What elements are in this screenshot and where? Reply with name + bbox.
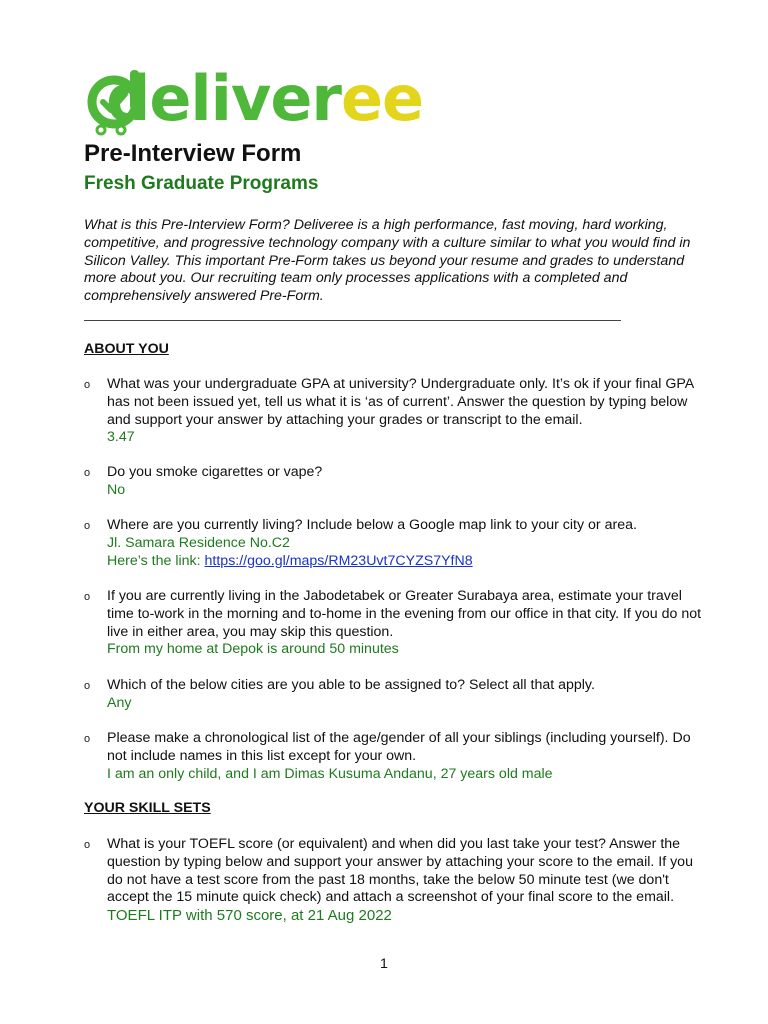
answer-text: TOEFL ITP with 570 score, at 21 Aug 2022	[107, 907, 392, 925]
answer-text: I am an only child, and I am Dimas Kusuma Andanu, 27 years old male	[107, 765, 553, 782]
deliveree-logo	[84, 62, 424, 136]
answer-text: Jl. Samara Residence No.C2	[107, 534, 290, 551]
answer-text: From my home at Depok is around 50 minutes	[107, 641, 399, 658]
intro-paragraph: What is this Pre-Interview Form? Deliveree is a high performance, fast moving, hard working, competitive, and progressive technology company with a culture similar to what you would find in Silicon Valley. This important Pre-Form takes us beyond your resume and grades to understand more about you. Our recruiting team only processes applications with a completed and comprehensively answered Pre-Form.	[84, 217, 691, 305]
question-item	[84, 517, 704, 570]
bullet-icon: o	[84, 680, 91, 692]
question-text: Where are you currently living? Include below a Google map link to your city or area.	[107, 517, 637, 533]
question-text: Please make a chronological list of the age/gender of all your siblings (including yourself). Do not include names in this list except for your own.	[107, 730, 691, 764]
answer-text: 3.47	[107, 429, 135, 446]
question-item	[84, 376, 704, 447]
question-text: Do you smoke cigarettes or vape?	[107, 464, 323, 480]
divider-line	[84, 320, 621, 321]
question-text: If you are currently living in the Jabodetabek or Greater Surabaya area, estimate your travel time to-work in the morning and to-home in the evening from our office in that city. If you do not live in either area, you may skip this question.	[107, 588, 702, 640]
section-heading-skill-sets: YOUR SKILL SETS	[84, 800, 211, 816]
page-title: Pre-Interview Form	[84, 140, 302, 167]
google-maps-link[interactable]: https://goo.gl/maps/RM23Uvt7CYZS7YfN8	[204, 552, 473, 569]
question-text: Which of the below cities are you able to be assigned to? Select all that apply.	[107, 677, 595, 693]
bullet-icon: o	[84, 520, 91, 532]
question-item	[84, 677, 704, 713]
bullet-icon: o	[84, 839, 91, 851]
question-text: What was your undergraduate GPA at university? Undergraduate only. It’s ok if your final GPA has not been issued yet, tell us what it is ‘as of current’. Answer the question by typing below and support your answer by attaching your grades or transcript to the email.	[107, 376, 694, 428]
bullet-icon: o	[84, 733, 91, 745]
link-prefix: Here’s the link:	[107, 552, 205, 569]
bullet-icon: o	[84, 379, 91, 391]
bullet-icon: o	[84, 467, 91, 479]
question-item	[84, 464, 704, 500]
answer-text: Any	[107, 694, 132, 711]
section-heading-about-you: ABOUT YOU	[84, 341, 169, 357]
page-subtitle: Fresh Graduate Programs	[84, 173, 319, 194]
question-text: What is your TOEFL score (or equivalent) and when did you last take your test? Answer the question by typing below and support your answer by attaching your score to the email. If you do not have a test score from the past 18 months, take the below 50 minute test (we don't accept the 15 minute quick check) and attach a screenshot of your final score to the email.	[107, 836, 693, 906]
question-item	[84, 588, 704, 659]
answer-text: No	[107, 481, 126, 498]
question-item	[84, 836, 704, 925]
logo-wordmark: deliveree	[106, 62, 424, 135]
question-item	[84, 730, 704, 783]
answer-link-line	[107, 553, 704, 571]
bullet-icon: o	[84, 591, 91, 603]
page-number: 1	[380, 956, 388, 972]
